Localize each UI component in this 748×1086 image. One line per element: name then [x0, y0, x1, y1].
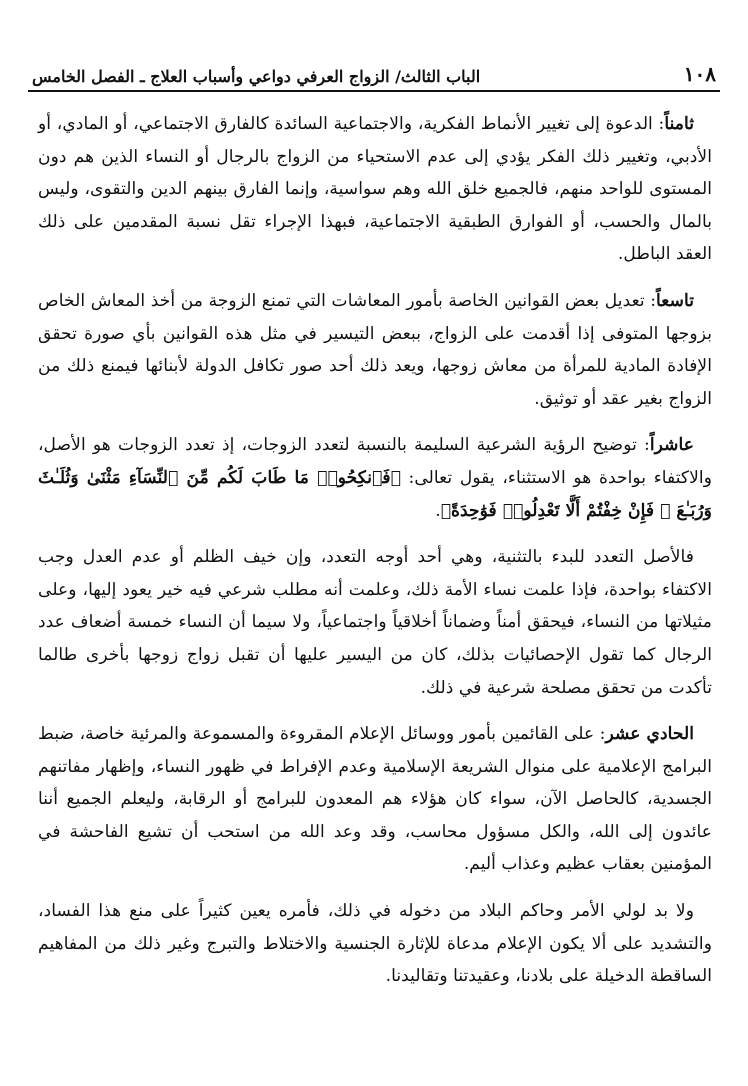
paragraph-ruler-duty	[38, 895, 712, 993]
paragraph-text: : الدعوة إلى تغيير الأنماط الفكرية، والاجتماعية السائدة كالفارق الاجتماعي، أو المادي، أو الأدبي، وتغيير ذلك الفكر يؤدي إلى عدم الاستحياء من الزواج بالرجال أو النساء الذين هم دون المستوى للواحد منهم، فالجميع خلق الله وهم سواسية، وإنما الفارق بينهم الدين والتقوى، وليس بالمال والحسب، أو الفوارق الطبقية الاجتماعية، فبهذا الإجراء تقل نسبة المقدمين على ذلك العقد الباطل.	[38, 114, 712, 265]
paragraph-text: : تعديل بعض القوانين الخاصة بأمور المعاشات التي تمنع الزوجة من أخذ المعاش الخاص بزوجها المتوفى إذا أقدمت على الزواج، ببعض التيسير في مثل هذه القوانين بأي صورة تحقق الإفادة المادية للمرأة من معاش زوجها، ويعد ذلك أحد صور تكافل الدولة لأبنائها فيمنع ذلك من الزواج بغير عقد أو توثيق.	[38, 290, 712, 409]
paragraph-eighth	[38, 108, 712, 271]
paragraph-lead: تاسعاً	[656, 290, 694, 311]
paragraph-text-after: .	[435, 500, 441, 521]
paragraph-lead: عاشراً	[649, 435, 694, 456]
paragraph-eleventh	[38, 718, 712, 881]
running-title: الباب الثالث/ الزواج العرفي دواعي وأسباب العلاج ـ الفصل الخامس	[32, 67, 481, 86]
page-number: ١٠٨	[683, 62, 716, 86]
quran-verse: ﴿فَٱنكِحُوا۟ مَا طَابَ لَكُم مِّنَ ٱلنِّسَآءِ مَثْنَىٰ وَثُلَـٰثَ وَرُبَـٰعَ ۖ فَإِنْ خِفْتُمْ أَلَّا تَعْدِلُوا۟ فَوَٰحِدَةً﴾	[38, 467, 712, 521]
paragraph-ninth	[38, 285, 712, 415]
running-header	[28, 52, 720, 92]
paragraph-text: ولا بد لولي الأمر وحاكم البلاد من دخوله في ذلك، فأمره يعين كثيراً على منع هذا الفساد، والتشديد على ألا يكون الإعلام مدعاة للإثارة الجنسية والاختلاط والتبرج وغير ذلك من المفاهيم الساقطة الدخيلة على بلادنا، وعقيدتنا وتقاليدنا.	[38, 901, 712, 987]
paragraph-text: : توضيح الرؤية الشرعية السليمة بالنسبة لتعدد الزوجات، إذ تعدد الزوجات هو الأصل، والاكتفاء بواحدة هو الاستثناء، يقول تعالى:	[38, 435, 712, 488]
paragraph-text: فالأصل التعدد للبدء بالتثنية، وهي أحد أوجه التعدد، وإن خيف الظلم أو عدم العدل وجب الاكتفاء بواحدة، فإذا علمت نساء الأمة ذلك، وعلمت أنه مطلب شرعي فيه خير يعود إليها، وعلى مثيلاتها من النساء، فيحقق أمناً وضماناً أخلاقياً واجتماعياً، ولا سيما أن النساء خمسة أضعاف عدد الرجال كما تقول الإحصائيات بذلك، كان من اليسير عليها أن تقبل زواج زوجها بأخرى طالما تأكدت من تحقق مصلحة شرعية في ذلك.	[38, 547, 712, 698]
paragraph-lead: الحادي عشر	[605, 724, 694, 745]
page-body	[28, 92, 720, 993]
paragraph-tenth	[38, 429, 712, 527]
paragraph-lead: ثامناً	[664, 114, 694, 134]
paragraph-polygamy-explanation	[38, 541, 712, 704]
paragraph-text: : على القائمين بأمور ووسائل الإعلام المقروءة والمسموعة والمرئية خاصة، ضبط البرامج الإعلامية على منوال الشريعة الإسلامية وعدم الإفراط في ظهور النساء، وإظهار مفاتنهم الجسدية، كالحاصل الآن، سواء كان هؤلاء هم المعدون للبرامج أو الرقابة، وليعلم الجميع أننا عائدون إلى الله، والكل مسؤول محاسب، وقد وعد الله من استحب أن تشيع الفاحشة في المؤمنين بعقاب عظيم وعذاب أليم.	[38, 724, 712, 875]
book-page	[28, 52, 720, 1086]
